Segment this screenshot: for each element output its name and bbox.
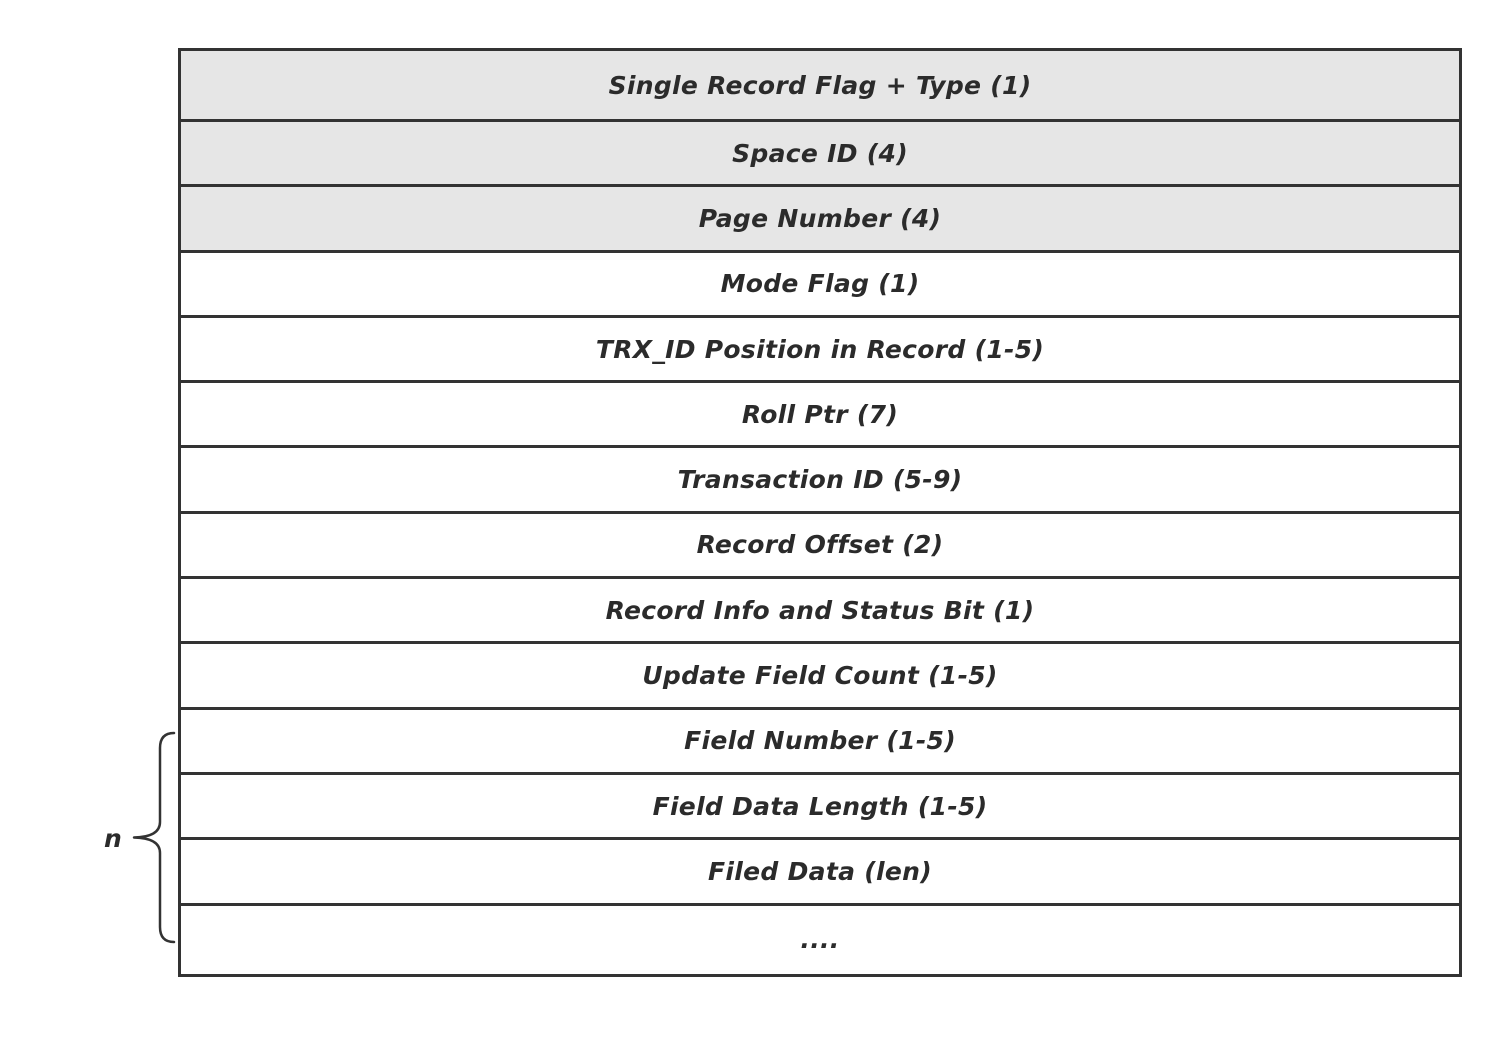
row-roll-ptr: Roll Ptr (7) [181, 380, 1459, 445]
row-trx-id-position: TRX_ID Position in Record (1-5) [181, 315, 1459, 380]
row-ellipsis: .... [181, 903, 1459, 974]
row-field-data-length: Field Data Length (1-5) [181, 772, 1459, 837]
row-field-number: Field Number (1-5) [181, 707, 1459, 772]
repeat-group-brace [128, 730, 178, 945]
row-filed-data: Filed Data (len) [181, 837, 1459, 902]
row-mode-flag: Mode Flag (1) [181, 250, 1459, 315]
repeat-count-label: n [104, 824, 122, 853]
row-record-offset: Record Offset (2) [181, 511, 1459, 576]
row-update-field-count: Update Field Count (1-5) [181, 641, 1459, 706]
row-page-number: Page Number (4) [181, 184, 1459, 249]
record-format-table [178, 48, 1462, 977]
row-record-info-status-bit: Record Info and Status Bit (1) [181, 576, 1459, 641]
row-space-id: Space ID (4) [181, 119, 1459, 184]
row-single-record-flag-type: Single Record Flag + Type (1) [181, 51, 1459, 119]
row-transaction-id: Transaction ID (5-9) [181, 445, 1459, 510]
